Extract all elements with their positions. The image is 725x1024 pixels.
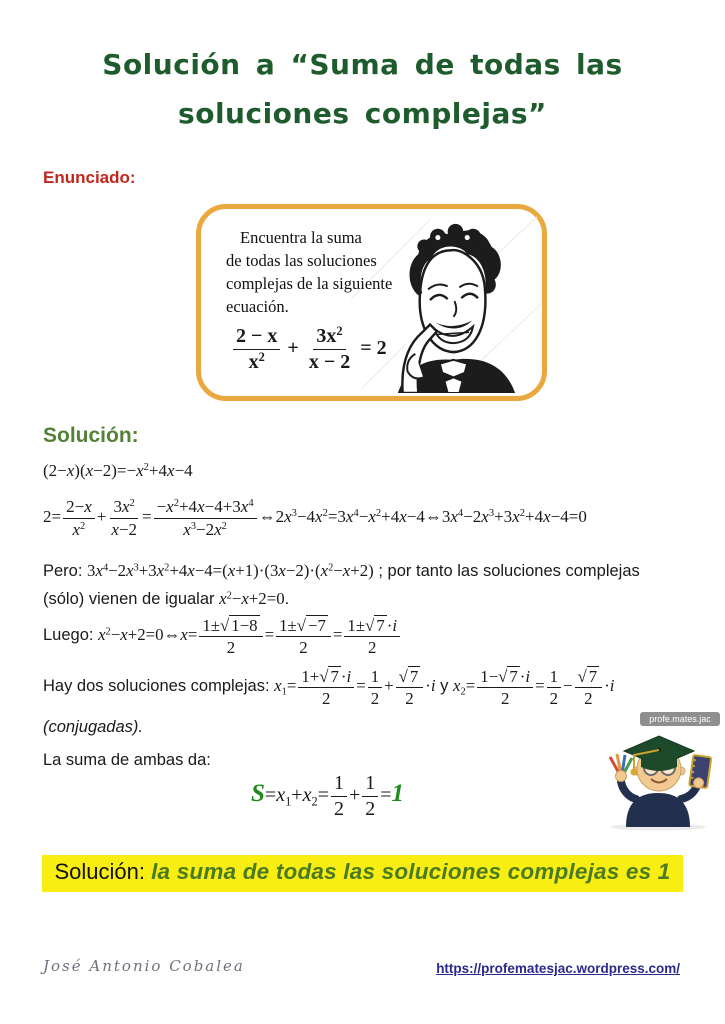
- solucion-heading: Solución:: [43, 424, 139, 447]
- problem-box: [196, 204, 547, 401]
- notebook-in-hand: [689, 755, 711, 789]
- suma-intro: La suma de ambas da:: [43, 751, 211, 769]
- mascot-badge-label: profe.mates.jac: [649, 714, 711, 724]
- enunciado-label: Enunciado:: [43, 168, 136, 187]
- pencils-in-hand: [610, 754, 632, 782]
- footer-link[interactable]: https://profematesjac.wordpress.com/: [436, 961, 680, 976]
- prompt-line: complejas de la siguiente: [226, 274, 393, 293]
- highlight-prefix: Solución:: [54, 859, 152, 884]
- sum-result-equation: $S=x_1+x_2=$ $\frac{1}{2}$ + $\frac{1}{2}$ =1: [251, 772, 404, 820]
- thinking-man-icon: [370, 217, 538, 393]
- prompt-line: ecuación.: [226, 297, 289, 316]
- math-step-expansion: $(2-x)(x-2)=-x^2+4x-4$: [43, 461, 193, 480]
- footer-author-signature: José Antonio Cobalea: [43, 957, 245, 975]
- luego-paragraph: Luego: $x^2-x+2=0\Leftrightarrow x=$ 1± √ 1−8 2 = 1± √ −7 2 = 1± √ 7 ·i 2: [43, 615, 703, 658]
- math-step-equation-chain: 2= $\frac{2-x}{x^2}$ + $\frac{3x^2}{x-2}$ = $\frac{-x^2+4x-4+3x^4}{x^3-2x^2}$ $\Leftrightarrow 2x^3-4x^2=3x^4-x^2+4x-4\Leftrightarrow 3x^4-2x^3+3x^2+4x-4=0$: [43, 497, 587, 539]
- mascot-graduate-icon: [596, 711, 724, 835]
- prompt-line: de todas las soluciones: [226, 251, 377, 270]
- conjugadas-note: (conjugadas).: [43, 718, 143, 736]
- highlight-band: [42, 855, 682, 892]
- prompt-line: Encuentra la suma: [240, 228, 362, 247]
- pero-paragraph: Pero: $3x^4-2x^3+3x^2+4x-4=(x+1)\cdot(3x-2)\cdot(x^2-x+2)$ ; por tanto las soluciones complejas (sólo) vienen de igualar $x^2-x+2=0$.: [43, 561, 640, 608]
- highlight-text: la suma de todas las soluciones complejas es 1: [151, 859, 671, 884]
- page-title: Solución a “Suma de todas las soluciones complejas”: [102, 48, 623, 130]
- solution-highlight: [0, 855, 725, 892]
- hay-paragraph: Hay dos soluciones complejas: $x_1=$ 1+ √ 7 ·i 2 = $\frac{1}{2}$ + √ 7 2 ·i y $x_2=$ 1− √ 7 ·i 2 = $\frac{1}{2}$ − √ 7 2 ·i: [43, 666, 615, 709]
- problem-equation: $\frac{2 - x}{x^2}$ + $\frac{3x^2}{x - 2}$ = 2: [231, 325, 387, 374]
